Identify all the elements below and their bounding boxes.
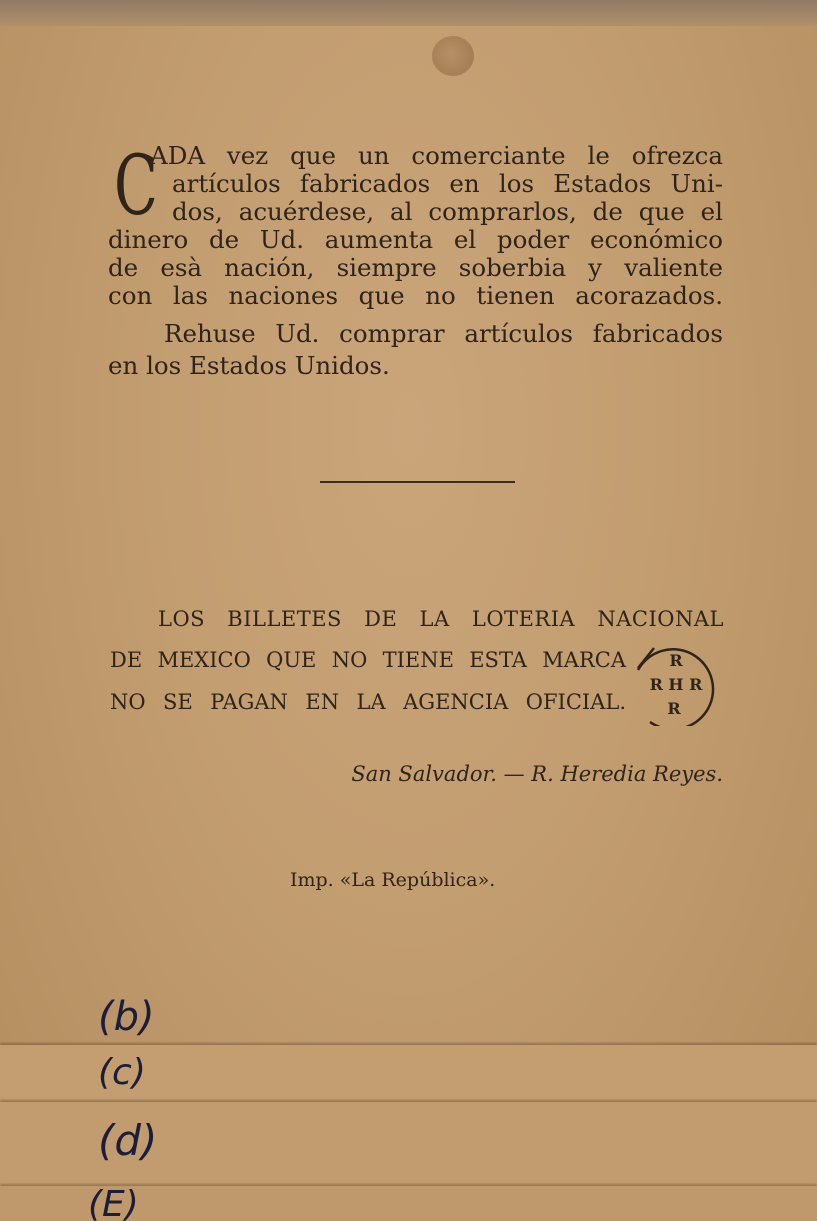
notice-paragraph [108,139,723,310]
handwritten-label-b: (b) [98,994,155,1040]
divider-rule [320,481,515,483]
punch-hole [432,36,474,76]
notice-line-1: ADA vez que un comerciante le ofrezca [150,141,723,170]
lottery-line-1: LOS BILLETES DE LA LOTERIA NACIONAL [158,607,724,631]
notice-line-3: dos, acuérdese, al comprarlos, de que el [172,197,723,226]
lottery-line-2: DE MEXICO QUE NO TIENE ESTA MARCA [110,648,626,672]
drop-cap: C [114,139,158,234]
notice-line-5: de esà nación, siempre soberbia y valiente [108,253,723,282]
printer-imprint: Imp. «La República». [290,869,496,891]
seal-text-middle: R H R [649,675,703,694]
boycott-line-2: en los Estados Unidos. [108,351,390,380]
seal-text-bottom: R [667,699,681,718]
boycott-paragraph [108,320,723,380]
notice-line-6: con las naciones que no tienen acorazados. [108,281,723,310]
signature-line: San Salvador. — R. Heredia Reyes. [351,762,723,786]
notice-line-4: dinero de Ud. aumenta el poder económico [108,225,723,254]
rhr-seal-mark [624,642,720,726]
seal-text-top: R [669,651,683,670]
handwritten-label-e: (E) [88,1184,139,1221]
notice-line-2: artículos fabricados en los Estados Uni- [172,169,723,198]
handwritten-label-c: (c) [98,1052,146,1093]
top-edge-shadow [0,0,817,26]
handwritten-label-d: (d) [98,1116,158,1165]
boycott-line-1: Rehuse Ud. comprar artículos fabricados [164,319,723,348]
lottery-line-3: NO SE PAGAN EN LA AGENCIA OFICIAL. [110,690,626,714]
